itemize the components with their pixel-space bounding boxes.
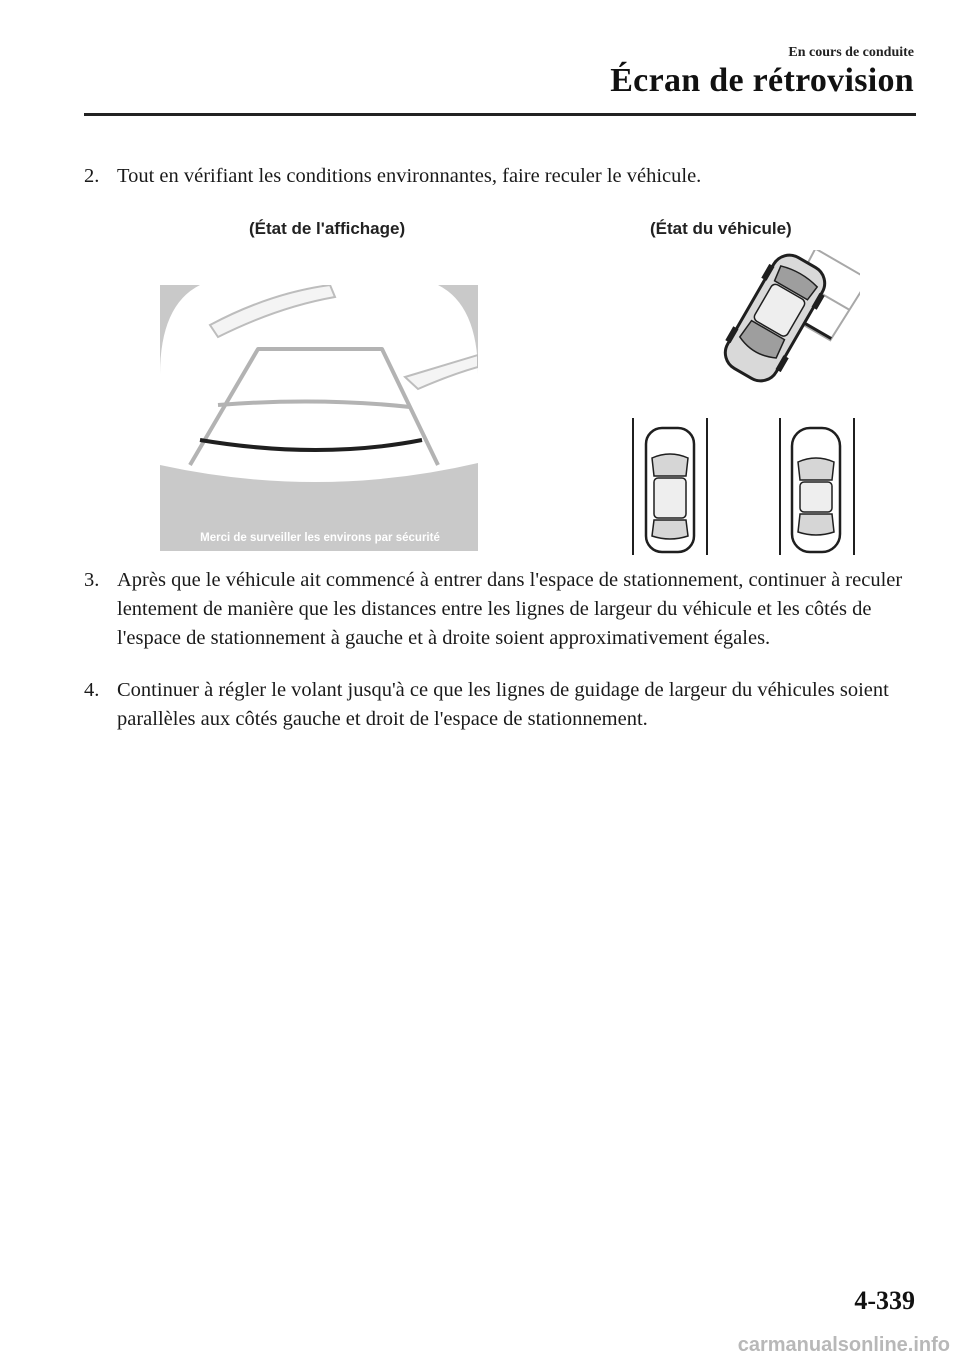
- step-text: Tout en vérifiant les conditions environnantes, faire reculer le véhicule.: [117, 165, 702, 187]
- step-number: 4.: [84, 679, 100, 701]
- watermark: carmanualsonline.info: [737, 1334, 950, 1356]
- step-3: [84, 566, 916, 653]
- step-text: Après que le véhicule ait commencé à entrer dans l'espace de stationnement, continuer à reculer lentement de manière que les distances entre les lignes de largeur du véhicule et les côtés de l'espace de stationnement à gauche et à droite soient approximativement égales.: [117, 569, 903, 649]
- caption-vehicle-state: (État du véhicule): [650, 219, 792, 238]
- step-number: 3.: [84, 569, 100, 591]
- rear-view-display-illustration: [160, 285, 478, 551]
- parking-scene-illustration: [620, 250, 860, 560]
- safety-message: Merci de surveiller les environs par sécurité: [200, 532, 440, 544]
- step-4: [84, 676, 916, 734]
- section-name: En cours de conduite: [788, 45, 914, 60]
- header-rule: [84, 113, 916, 116]
- page-title: Écran de rétrovision: [610, 62, 914, 99]
- caption-display-state: (État de l'affichage): [249, 219, 406, 238]
- step-text: Continuer à régler le volant jusqu'à ce que les lignes de guidage de largeur du véhicules soient parallèles aux côtés gauche et droit de l'espace de stationnement.: [117, 679, 889, 730]
- parked-car-right: [792, 428, 840, 552]
- page-number: 4-339: [854, 1286, 915, 1315]
- parked-car-left: [646, 428, 694, 552]
- step-number: 2.: [84, 165, 100, 187]
- step-2: [84, 162, 916, 191]
